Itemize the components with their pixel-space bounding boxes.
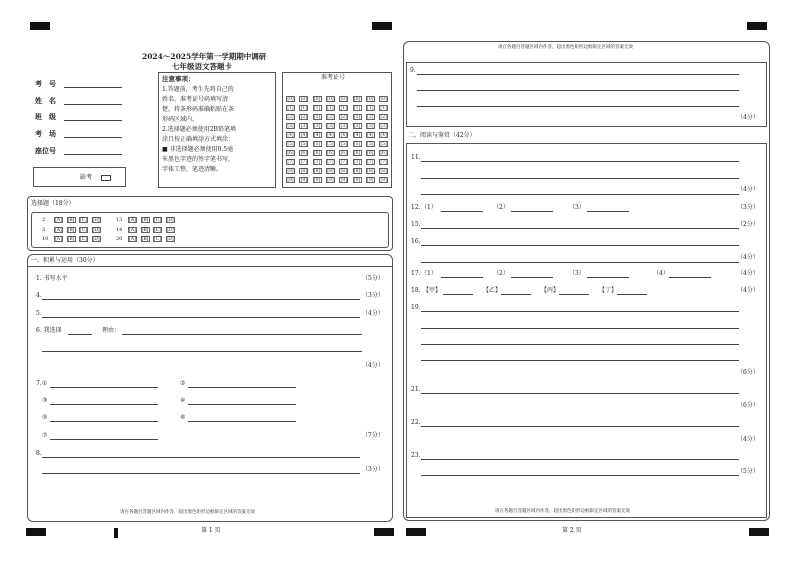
ticket-digit-bubble[interactable]: [6]: [313, 151, 321, 156]
ticket-digit-bubble[interactable]: [3]: [380, 124, 387, 129]
footer-note: 请在各题目答题区域内作答，超出黑色矩形边框限定区域的答案无效: [120, 510, 255, 515]
q17-score: （4分）: [737, 270, 759, 277]
field-label-seat: 座位号: [35, 146, 56, 155]
ticket-digit-bubble[interactable]: [8]: [287, 169, 294, 174]
choice-option-bubble[interactable]: [A]: [129, 237, 136, 242]
choice-option-bubble[interactable]: [D]: [166, 227, 174, 233]
q23-score: （5分）: [737, 468, 759, 475]
ticket-digit-bubble[interactable]: [2]: [340, 115, 347, 120]
ticket-digit-bubble[interactable]: [2]: [367, 115, 374, 120]
ticket-digit-bubble[interactable]: [4]: [300, 133, 307, 138]
notice-line: 涂且按正确填涂方式填涂：: [162, 136, 235, 143]
choice-option-bubble[interactable]: [D]: [92, 227, 100, 233]
q4-score: （3分）: [362, 292, 384, 299]
q7-item-5: ⑤: [42, 414, 48, 421]
ticket-digit-bubble[interactable]: [5]: [300, 142, 307, 147]
q17-part-2: （2）: [493, 270, 509, 277]
ticket-digit-bubble[interactable]: [8]: [327, 169, 334, 174]
q23-label: 23.: [411, 452, 421, 459]
ticket-digit-bubble[interactable]: [7]: [287, 160, 294, 165]
choice-option-bubble[interactable]: [A]: [55, 218, 62, 223]
choice-option-bubble[interactable]: [D]: [92, 218, 100, 223]
q21-score: （6分）: [737, 402, 759, 409]
field-line-class[interactable]: [64, 111, 122, 121]
q6-choice-line[interactable]: [68, 327, 92, 335]
section-two-title: 二、阅读与鉴赏（42分）: [408, 132, 476, 139]
q7-line-5[interactable]: [50, 414, 158, 422]
notice-line: 1.答题前，考生先将自己的: [162, 86, 234, 93]
q17-part-1: （1）: [421, 270, 437, 277]
q9-line-2[interactable]: [417, 83, 739, 91]
ticket-digit-bubble[interactable]: [2]: [327, 115, 334, 120]
notice-line: 形码区域内。: [162, 116, 199, 123]
q7-item-2: ②: [180, 380, 186, 387]
q12-part-3: （3）: [569, 204, 585, 211]
ticket-digit-bubble[interactable]: [5]: [367, 142, 374, 147]
notice-line: 2.选择题必须使用2B铅笔填: [162, 126, 236, 133]
q12-line-3[interactable]: [587, 204, 629, 212]
ticket-digit-bubble[interactable]: [6]: [340, 151, 347, 156]
choice-title: 选择题（18分）: [31, 200, 75, 207]
section-one-box: [27, 254, 393, 522]
corner-mark: [374, 528, 394, 536]
q11-line-2[interactable]: [421, 171, 739, 179]
choice-question-number: 14: [116, 226, 123, 233]
corner-mark: [749, 528, 769, 536]
corner-mark: [406, 528, 426, 536]
ticket-digit-bubble[interactable]: [1]: [327, 106, 334, 111]
q9-line-1[interactable]: [417, 67, 739, 75]
choice-option-bubble[interactable]: [C]: [80, 218, 87, 223]
choice-question-number: 20: [116, 236, 123, 242]
ticket-digit-bubble[interactable]: [5]: [287, 142, 294, 147]
ticket-digit-bubble[interactable]: [4]: [380, 133, 387, 138]
ticket-digit-bubble[interactable]: [0]: [380, 97, 387, 102]
notice-line: 姓名、准考证号码填写清: [162, 96, 229, 103]
q7-line-4[interactable]: [188, 397, 296, 405]
q16-line-2[interactable]: [421, 255, 739, 263]
ticket-digit-bubble[interactable]: [6]: [367, 151, 374, 156]
footer-note-bottom: 请在各题目答题区域内作答，超出黑色矩形边框限定区域的答案无效: [495, 509, 630, 514]
q17-line-1[interactable]: [441, 270, 483, 278]
ticket-digit-bubble[interactable]: [1]: [380, 106, 387, 111]
choice-option-bubble[interactable]: [A]: [129, 227, 136, 233]
q21-line-1[interactable]: [421, 386, 739, 394]
q17-line-3[interactable]: [587, 270, 629, 278]
q15-label: 15.: [411, 221, 421, 228]
absent-box: [33, 167, 126, 187]
ticket-digit-bubble[interactable]: [0]: [327, 97, 334, 102]
corner-mark: [26, 528, 46, 536]
ticket-digit-bubble[interactable]: [5]: [340, 142, 347, 147]
q18-part-1: 【甲】: [423, 287, 442, 294]
q6-reason-line[interactable]: [122, 327, 362, 335]
corner-mark: [747, 22, 767, 30]
ticket-digit-bubble[interactable]: [1]: [340, 106, 347, 111]
q6-answer-line[interactable]: [42, 344, 362, 352]
q22-line-1[interactable]: [421, 419, 739, 427]
q19-line-4[interactable]: [421, 353, 739, 361]
corner-mark: [372, 22, 392, 30]
q9-line-3[interactable]: [417, 99, 739, 107]
section-one-title: 一、积累与运用（30分）: [31, 257, 99, 264]
ticket-digit-bubble[interactable]: [0]: [300, 97, 307, 102]
q8-score: （3分）: [362, 466, 384, 473]
q1-label: 1. 书写水平: [36, 275, 68, 282]
q15-line[interactable]: [421, 221, 739, 229]
q22-label: 22.: [411, 419, 421, 426]
section-divider: [28, 266, 392, 267]
q17-line-4[interactable]: [669, 270, 711, 278]
ticket-digit-bubble[interactable]: [2]: [380, 115, 387, 120]
ticket-digit-bubble[interactable]: [6]: [287, 151, 294, 156]
ticket-digit-bubble[interactable]: [2]: [300, 115, 307, 120]
ticket-digit-bubble[interactable]: [7]: [300, 160, 307, 165]
field-line-name[interactable]: [64, 95, 122, 105]
corner-mark: [30, 22, 50, 30]
ticket-number-grid: [282, 72, 392, 188]
ticket-digit-bubble[interactable]: [8]: [380, 169, 387, 174]
page-number-2: 第 2 页: [562, 527, 582, 534]
choice-option-bubble[interactable]: [B]: [67, 227, 75, 233]
q7-line-6[interactable]: [188, 414, 296, 422]
ticket-digit-bubble[interactable]: [7]: [380, 160, 387, 165]
q18-line-3[interactable]: [559, 287, 589, 295]
q4-answer-line[interactable]: [42, 292, 360, 300]
q12-label: 12.: [411, 204, 421, 211]
ticket-digit-bubble[interactable]: [9]: [287, 178, 294, 183]
q18-line-4[interactable]: [617, 287, 647, 295]
notice-box: [158, 72, 276, 188]
ticket-digit-bubble[interactable]: [5]: [380, 142, 387, 147]
section-two-box: [406, 143, 767, 518]
q12-score: （3分）: [737, 204, 759, 211]
ticket-digit-bubble[interactable]: [0]: [340, 97, 347, 102]
choice-option-bubble[interactable]: [B]: [141, 227, 149, 233]
q15-score: （2分）: [737, 221, 759, 228]
ticket-digit-bubble[interactable]: [7]: [340, 160, 347, 165]
choice-option-bubble[interactable]: [B]: [141, 218, 149, 223]
ticket-digit-bubble[interactable]: [3]: [353, 124, 361, 129]
choice-section: [27, 196, 393, 251]
ticket-digit-bubble[interactable]: [6]: [353, 151, 361, 156]
q18-score: （4分）: [737, 287, 759, 294]
q12-part-1: （1）: [421, 204, 437, 211]
q5-score: （4分）: [362, 310, 384, 317]
q12-line-2[interactable]: [511, 204, 553, 212]
q6-score: （4分）: [362, 362, 384, 369]
ticket-digit-bubble[interactable]: [4]: [340, 133, 347, 138]
ticket-digit-bubble[interactable]: [6]: [300, 151, 307, 156]
q16-score: （4分）: [737, 254, 759, 261]
choice-option-bubble[interactable]: [B]: [141, 237, 149, 242]
notice-line: ■ 非选择题必须使用0.5毫: [162, 146, 234, 153]
choice-option-bubble[interactable]: [C]: [154, 237, 161, 242]
q19-line-3[interactable]: [421, 337, 739, 345]
ticket-digit-bubble[interactable]: [1]: [313, 106, 321, 111]
ticket-digit-bubble[interactable]: [6]: [327, 151, 334, 156]
ticket-title: 准考证号: [321, 74, 346, 81]
q6-reason-label: 理由：: [102, 327, 121, 334]
ticket-digit-bubble[interactable]: [8]: [353, 169, 361, 174]
ticket-digit-bubble[interactable]: [5]: [313, 142, 321, 147]
field-line-seat[interactable]: [64, 145, 122, 155]
q17-part-4: （4）: [653, 270, 669, 277]
notice-line: 字体工整，笔迹清晰。: [162, 166, 223, 173]
q18-part-3: 【丙】: [541, 287, 560, 294]
q11-label: 11.: [411, 154, 421, 161]
ticket-digit-bubble[interactable]: [3]: [367, 124, 374, 129]
q16-label: 16.: [411, 238, 421, 245]
ticket-digit-bubble[interactable]: [8]: [367, 169, 374, 174]
ticket-digit-bubble[interactable]: [9]: [327, 178, 334, 183]
q19-label: 19.: [411, 304, 421, 311]
ticket-digit-bubble[interactable]: [1]: [353, 106, 361, 111]
choice-option-bubble[interactable]: [D]: [92, 237, 100, 242]
q7-line-1[interactable]: [50, 380, 158, 388]
footer-note-top: 请在各题目答题区域内作答，超出黑色矩形边框限定区域的答案无效: [498, 45, 633, 50]
ticket-digit-bubble[interactable]: [9]: [340, 178, 347, 183]
q23-line-2[interactable]: [421, 468, 739, 476]
q7-item-7: ⑦: [42, 432, 48, 439]
exam-subtitle: 七年级语文答题卡: [172, 62, 232, 71]
ticket-digit-bubble[interactable]: [1]: [300, 106, 307, 111]
q11-line-3[interactable]: [421, 187, 739, 195]
ticket-digit-bubble[interactable]: [3]: [300, 124, 307, 129]
ticket-digit-bubble[interactable]: [3]: [287, 124, 294, 129]
q7-item-3: ③: [42, 397, 48, 404]
q17-label: 17.: [411, 270, 421, 277]
q5-answer-line[interactable]: [42, 310, 360, 318]
choice-option-bubble[interactable]: [A]: [55, 227, 62, 233]
q9-box: [406, 62, 767, 127]
q7-score: （7分）: [362, 432, 384, 439]
ticket-digit-bubble[interactable]: [7]: [327, 160, 334, 165]
ticket-digit-bubble[interactable]: [4]: [327, 133, 334, 138]
ticket-digit-bubble[interactable]: [2]: [353, 115, 361, 120]
q19-score: （6分）: [737, 369, 759, 376]
ticket-digit-bubble[interactable]: [4]: [313, 133, 321, 138]
q18-line-1[interactable]: [443, 287, 473, 295]
q19-line-2[interactable]: [421, 321, 739, 329]
choice-grid: [31, 212, 389, 248]
page-number-1: 第 1 页: [201, 527, 221, 534]
q4-label: 4.: [36, 292, 42, 299]
field-label-room: 考 场: [35, 129, 56, 138]
ticket-digit-bubble[interactable]: [1]: [287, 106, 294, 111]
ticket-digit-bubble[interactable]: [2]: [287, 115, 294, 120]
q7-item-4: ④: [180, 397, 186, 404]
q18-label: 18.: [411, 287, 421, 294]
notice-title: 注意事项：: [162, 75, 195, 83]
ticket-digit-bubble[interactable]: [8]: [340, 169, 347, 174]
choice-option-bubble[interactable]: [B]: [67, 237, 75, 242]
ticket-digit-bubble[interactable]: [9]: [313, 178, 321, 183]
ticket-digit-bubble[interactable]: [7]: [353, 160, 361, 165]
field-label-name: 姓 名: [35, 96, 56, 105]
ticket-digit-bubble[interactable]: [8]: [313, 169, 321, 174]
q6-label: 6. 我选择: [36, 327, 62, 334]
ticket-digit-bubble[interactable]: [4]: [353, 133, 361, 138]
ticket-digit-bubble[interactable]: [8]: [300, 169, 307, 174]
q22-score: （4分）: [737, 436, 759, 443]
choice-option-bubble[interactable]: [C]: [80, 237, 87, 242]
ticket-digit-bubble[interactable]: [4]: [367, 133, 374, 138]
q7-line-3[interactable]: [50, 397, 158, 405]
q21-label: 21.: [411, 386, 421, 393]
ticket-digit-bubble[interactable]: [9]: [367, 178, 374, 183]
choice-option-bubble[interactable]: [D]: [166, 218, 174, 223]
q18-line-2[interactable]: [501, 287, 531, 295]
absent-label: 缺考: [80, 174, 93, 181]
choice-option-bubble[interactable]: [B]: [67, 218, 75, 223]
q23-line-1[interactable]: [421, 452, 739, 460]
choice-option-bubble[interactable]: [C]: [154, 227, 161, 233]
ticket-digit-bubble[interactable]: [3]: [327, 124, 334, 129]
ticket-digit-bubble[interactable]: [3]: [340, 124, 347, 129]
q8-label: 8.: [36, 450, 42, 457]
ticket-digit-bubble[interactable]: [9]: [380, 178, 387, 183]
corner-mark: [114, 528, 118, 538]
ticket-digit-bubble[interactable]: [0]: [353, 97, 361, 102]
ticket-digit-bubble[interactable]: [6]: [380, 151, 387, 156]
notice-line: 楚，将条形码准确粘贴在条: [162, 106, 235, 113]
q9-score: （4分）: [737, 114, 759, 121]
q7-line-7[interactable]: [50, 432, 158, 440]
q16-line-1[interactable]: [421, 238, 739, 246]
exam-title: 2024～2025学年第一学期期中调研: [142, 52, 267, 61]
ticket-digit-bubble[interactable]: [0]: [313, 97, 321, 102]
q9-label: 9.: [410, 67, 416, 74]
q7-line-2[interactable]: [188, 380, 296, 388]
ticket-digit-bubble[interactable]: [4]: [287, 133, 294, 138]
choice-question-number: 3: [42, 226, 46, 233]
choice-question-number: 10: [42, 236, 49, 242]
ticket-digit-bubble[interactable]: [9]: [353, 178, 361, 183]
notice-line: 米黑色字迹的签字笔书写，: [162, 156, 235, 163]
q7-label: 7.: [36, 380, 42, 387]
ticket-digit-bubble[interactable]: [0]: [287, 97, 294, 102]
q12-part-2: （2）: [493, 204, 509, 211]
ticket-digit-bubble[interactable]: [7]: [313, 160, 321, 165]
ticket-digit-bubble[interactable]: [0]: [367, 97, 374, 102]
q12-line-1[interactable]: [441, 204, 483, 212]
ticket-digit-bubble[interactable]: [7]: [367, 160, 374, 165]
q7-item-1: ①: [42, 380, 48, 387]
q11-score: （4分）: [737, 186, 759, 193]
q8-line-1[interactable]: [42, 450, 360, 458]
ticket-digit-bubble[interactable]: [5]: [327, 142, 334, 147]
ticket-digit-bubble[interactable]: [5]: [353, 142, 361, 147]
q18-part-2: 【乙】: [483, 287, 502, 294]
field-line-room[interactable]: [64, 128, 122, 138]
choice-option-bubble[interactable]: [D]: [166, 237, 174, 242]
field-label-id: 考 号: [35, 79, 56, 88]
choice-option-bubble[interactable]: [C]: [154, 218, 161, 223]
q1-score: （5分）: [362, 275, 384, 282]
choice-question-number: 2: [42, 217, 46, 223]
q5-label: 5.: [36, 310, 42, 317]
q8-line-2[interactable]: [42, 466, 360, 474]
ticket-digit-bubble[interactable]: [2]: [313, 115, 321, 120]
field-line-id[interactable]: [64, 78, 122, 88]
q19-line-1[interactable]: [421, 304, 739, 312]
q7-item-6: ⑥: [180, 414, 186, 421]
choice-option-bubble[interactable]: [A]: [129, 218, 136, 223]
q17-part-3: （3）: [569, 270, 585, 277]
absent-checkbox[interactable]: [101, 175, 111, 181]
ticket-digit-bubble[interactable]: [9]: [300, 178, 307, 183]
ticket-digit-bubble[interactable]: [3]: [313, 124, 321, 129]
choice-option-bubble[interactable]: [C]: [80, 227, 87, 233]
choice-option-bubble[interactable]: [A]: [55, 237, 62, 242]
q17-line-2[interactable]: [511, 270, 553, 278]
choice-question-number: 13: [116, 217, 123, 223]
q18-part-4: 【丁】: [599, 287, 618, 294]
q11-line-1[interactable]: [421, 154, 739, 162]
field-label-class: 班 级: [35, 112, 56, 121]
ticket-digit-bubble[interactable]: [1]: [367, 106, 374, 111]
